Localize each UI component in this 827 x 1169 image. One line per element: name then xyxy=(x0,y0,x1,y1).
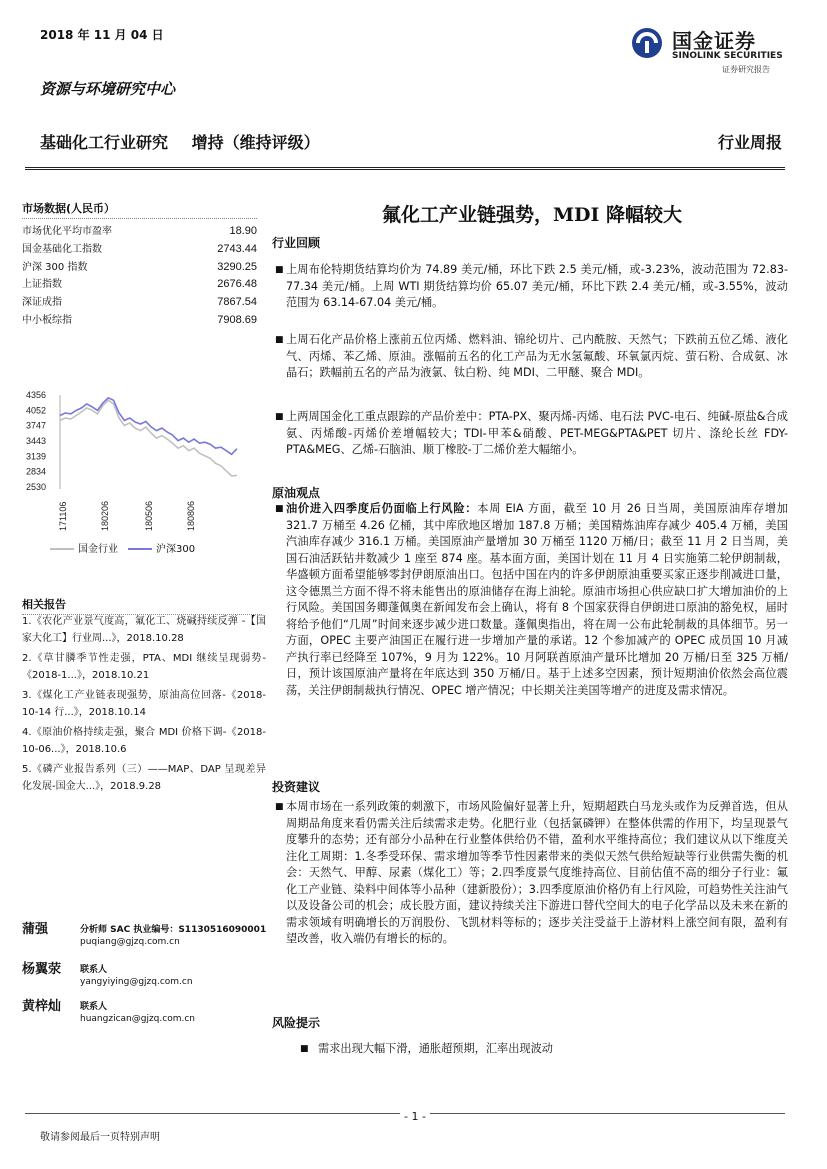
market-data-row xyxy=(22,223,257,241)
y-tick-label: 3443 xyxy=(26,436,47,446)
report-type: 行业周报 xyxy=(717,133,782,152)
market-data-value: 18.90 xyxy=(229,225,257,237)
logo-subtitle: 证券研究报告 xyxy=(722,65,770,74)
market-data-row xyxy=(22,241,257,259)
market-data-row xyxy=(22,294,257,312)
review-paragraph-1: 上周布伦特期货结算均价为 74.89 美元/桶，环比下跌 2.5 美元/桶，或-3.23%，波动范围为 72.83-77.34 美元/桶。上周 WTI 期货结算均价 65.07 美元/桶，环比下跌 2.4 美元/桶，或-3.55%，波动范围为 63.14-67.04 美元/桶。 xyxy=(286,263,788,309)
y-tick-label: 3139 xyxy=(26,451,47,462)
bullet-icon: ■ xyxy=(300,1044,309,1054)
oil-paragraph xyxy=(286,501,788,699)
contact-name: 黄梓灿 xyxy=(22,999,62,1014)
x-tick-label: 180806 xyxy=(186,500,196,531)
research-center: 资源与环境研究中心 xyxy=(40,80,176,98)
section-investment: 投资建议 xyxy=(272,780,321,794)
x-tick-label: 171106 xyxy=(58,501,68,531)
market-data-row xyxy=(22,276,257,294)
section-industry-review: 行业回顾 xyxy=(272,236,321,250)
y-tick-label: 3747 xyxy=(26,420,47,431)
market-data-value: 2676.48 xyxy=(217,278,257,291)
y-tick-label: 4356 xyxy=(26,390,47,400)
market-data-label: 市场优化平均市盈率 xyxy=(22,226,112,237)
market-data-panel xyxy=(22,200,257,330)
analyst-role: 分析师 SAC 执业编号：S1130516090001 xyxy=(80,925,267,935)
market-data-label: 中小板综指 xyxy=(22,314,72,326)
related-report-item[interactable]: 5.《磷产业报告系列（三）——MAP、DAP 呈现差异化发展-国金大...》，2018.9.28 xyxy=(22,764,266,792)
related-report-item[interactable]: 1.《农化产业景气度高，氟化工、烧碱持续反弹 -【国家大化工】行业周...》，2018.10.28 xyxy=(22,616,266,644)
related-reports-title: 相关报告 xyxy=(22,596,262,615)
market-data-value: 7867.54 xyxy=(217,296,257,309)
disclaimer: 敬请参阅最后一页特别声明 xyxy=(40,1132,160,1143)
review-paragraph-2: 上周石化产品价格上涨前五位丙烯、燃料油、锦纶切片、己内酰胺、天然气；下跌前五位乙烯、液化气、丙烯、苯乙烯、原油。涨幅前五名的化工产品为无水氢氟酸、环氧氯丙烷、萤石粉、合成氨、冰晶石；跌幅前五名的产品为液氯、钛白粉、纯 MDI、二甲醚、聚合 MDI。 xyxy=(286,333,788,379)
legend-item-industry: 国金行业 xyxy=(50,540,118,555)
chart-legend xyxy=(50,540,195,555)
y-tick-label: 4052 xyxy=(26,405,47,416)
market-data-label: 深证成指 xyxy=(22,297,62,309)
bullet-icon: ■ xyxy=(275,504,284,514)
market-data-rows xyxy=(22,223,257,330)
report-title xyxy=(40,130,320,153)
contact-role: 联系人 xyxy=(80,1002,108,1012)
header-divider xyxy=(25,167,785,170)
section-risk: 风险提示 xyxy=(272,1016,321,1030)
related-reports-list xyxy=(22,614,266,799)
risk-paragraph: 需求出现大幅下滑，通胀超预期，汇率出现波动 xyxy=(318,1042,553,1055)
related-report-item[interactable]: 2.《草甘膦季节性走强，PTA、MDI 继续呈现弱势-《2018-1...》，2018.10.21 xyxy=(22,653,266,681)
sinolink-logo-icon xyxy=(630,26,664,60)
market-data-title: 市场数据(人民币） xyxy=(22,200,257,219)
report-date: 2018 年 11 月 04 日 xyxy=(40,28,164,42)
contact-role: 联系人 xyxy=(80,965,108,975)
headline: 氟化工产业链强势，MDI 降幅较大 xyxy=(381,204,682,226)
investment-paragraph: 本周市场在一系列政策的刺激下，市场风险偏好显著上升，短期超跌白马龙头或作为反弹首选，但从周期品角度来看仍需关注后续需求走势。化肥行业（包括氯磷钾）在整体供需的作用下，均呈现景气度攀升的态势；还有部分小品种在行业整体供给仍不错，盈利水平维持高位；我们建议从以下维度关注化工周期：1.冬季受环保、需求增加等季节性因素带来的类似天然气供给短缺等行业供需失衡的机会：天然气、甲醇、尿素（煤化工）等；2.四季度景气度维持高位、目前估值不高的细分子行业：氟化工产业链、染料中间体等小品种（建新股份）；3.四季度原油价格仍有上行风险，可趋势性关注油气以及设备公司的机会；成长股方面，建议持续关注下游进口替代空间大的电子化学品以及未来在新的需求领域有明确增长的万润股份、飞凯材料等标的；逐步关注受益于上游材料上涨空间有限，盈利有望改善，收入端仍有增长的标的。 xyxy=(286,800,788,945)
series-line-industry xyxy=(60,400,237,476)
market-data-row xyxy=(22,312,257,330)
x-tick-label: 180206 xyxy=(100,500,110,531)
bullet-icon: ■ xyxy=(275,412,284,422)
section-oil-view: 原油观点 xyxy=(272,486,321,500)
related-report-item[interactable]: 3.《煤化工产业链表现强势，原油高位回落-《2018-10-14 行...》，2018.10.14 xyxy=(22,690,266,718)
related-report-item[interactable]: 4.《原油价格持续走强，聚合 MDI 价格下调-《2018-10-06...》，2018.10.6 xyxy=(22,727,266,755)
market-data-label: 上证指数 xyxy=(22,279,62,291)
x-tick-label: 180506 xyxy=(144,500,154,531)
logo-text-en: SINOLINK SECURITIES xyxy=(672,51,783,61)
oil-body: 本周 EIA 方面，截至 10 月 26 日当周，美国原油库存增加 321.7 万桶至 4.26 亿桶，其中库欣地区增加 187.8 万桶；美国精炼油库存减少 405.4 万桶，美国汽油库存减少 316.1 万桶。美国原油产量增加 30 万桶至 1120 万桶/日；截至 11 月 2 日当周，美国石油活跃钻井数减少 1 座至 874 座。基本面方面，美国计划在 11 月 4 日实施第二轮伊朗制裁，华盛顿方面希望能够零封伊朗原油出口。包括中国在内的许多伊朗原油重要买家正逐步削减进口量，这令德黑兰方面不得不将未能售出的原油储存在海上油轮。原油市场担心供应缺口扩大增加油价的上行风险。美国国务卿蓬佩奥在新闻发布会上确认，将有 8 个国家获得自伊朗进口原油的豁免权，届时将给予他们“几周”时间来逐步减少进口数量。蓬佩奥指出，将在周一公布此轮制裁的具体细节。另一方面，OPEC 主要产油国正在履行进一步增加产量的承诺。12 个参加减产的 OPEC 成员国 10 月减产执行率已经降至 107%，9 月为 122%。10 月阿联酋原油产量环比增加 20 万桶/日至 325 万桶/日，预计该国原油产量将在年底达到 350 万桶/日。基于上述多空因素，预计短期油价依然会高位震荡，关注伊朗制裁执行情况、OPEC 增产情况；中长期关注美国等增产的进度及需求情况。 xyxy=(286,502,788,697)
rating-label: 增持（维持评级） xyxy=(191,133,320,152)
analyst-name: 蒲强 xyxy=(22,922,49,937)
y-tick-label: 2834 xyxy=(26,466,47,477)
market-data-value: 2743.44 xyxy=(217,242,257,255)
index-line-chart xyxy=(22,368,257,568)
legend-item-hs300: 沪深300 xyxy=(128,540,195,555)
bullet-icon: ■ xyxy=(275,802,284,812)
market-data-row xyxy=(22,259,257,277)
oil-lead: 油价进入四季度后仍面临上行风险： xyxy=(286,502,478,515)
series-line-hs300 xyxy=(60,398,237,455)
market-data-label: 国金基础化工指数 xyxy=(22,243,102,255)
market-data-value: 7908.69 xyxy=(217,313,257,326)
contact-email[interactable]: yangyiying@gjzq.com.cn xyxy=(80,977,193,987)
contact-name: 杨翼荥 xyxy=(22,962,62,977)
market-data-value: 3290.25 xyxy=(217,260,257,273)
y-tick-label: 2530 xyxy=(26,482,47,492)
bullet-icon: ■ xyxy=(275,265,284,275)
market-data-label: 沪深 300 指数 xyxy=(22,261,88,273)
logo-text-cn: 国金证券 xyxy=(672,29,756,53)
industry-title: 基础化工行业研究 xyxy=(40,133,169,152)
page-number: - 1 - xyxy=(400,1110,430,1123)
contact-email[interactable]: huangzican@gjzq.com.cn xyxy=(80,1014,195,1024)
review-paragraph-3: 上两周国金化工重点跟踪的产品价差中：PTA-PX、聚丙烯-丙烯、电石法 PVC-电石、纯碱-原盐&合成氨、丙烯酸-丙烯价差增幅较大；TDI-甲苯&硝酸、PET-MEG&PTA&PET 切片、涤纶长丝 FDY-PTA&MEG、乙烯-石脑油、顺丁橡胶-丁二烯价差大幅缩小。 xyxy=(286,410,788,456)
bullet-icon: ■ xyxy=(275,335,284,345)
analyst-email[interactable]: puqiang@gjzq.com.cn xyxy=(80,937,180,947)
